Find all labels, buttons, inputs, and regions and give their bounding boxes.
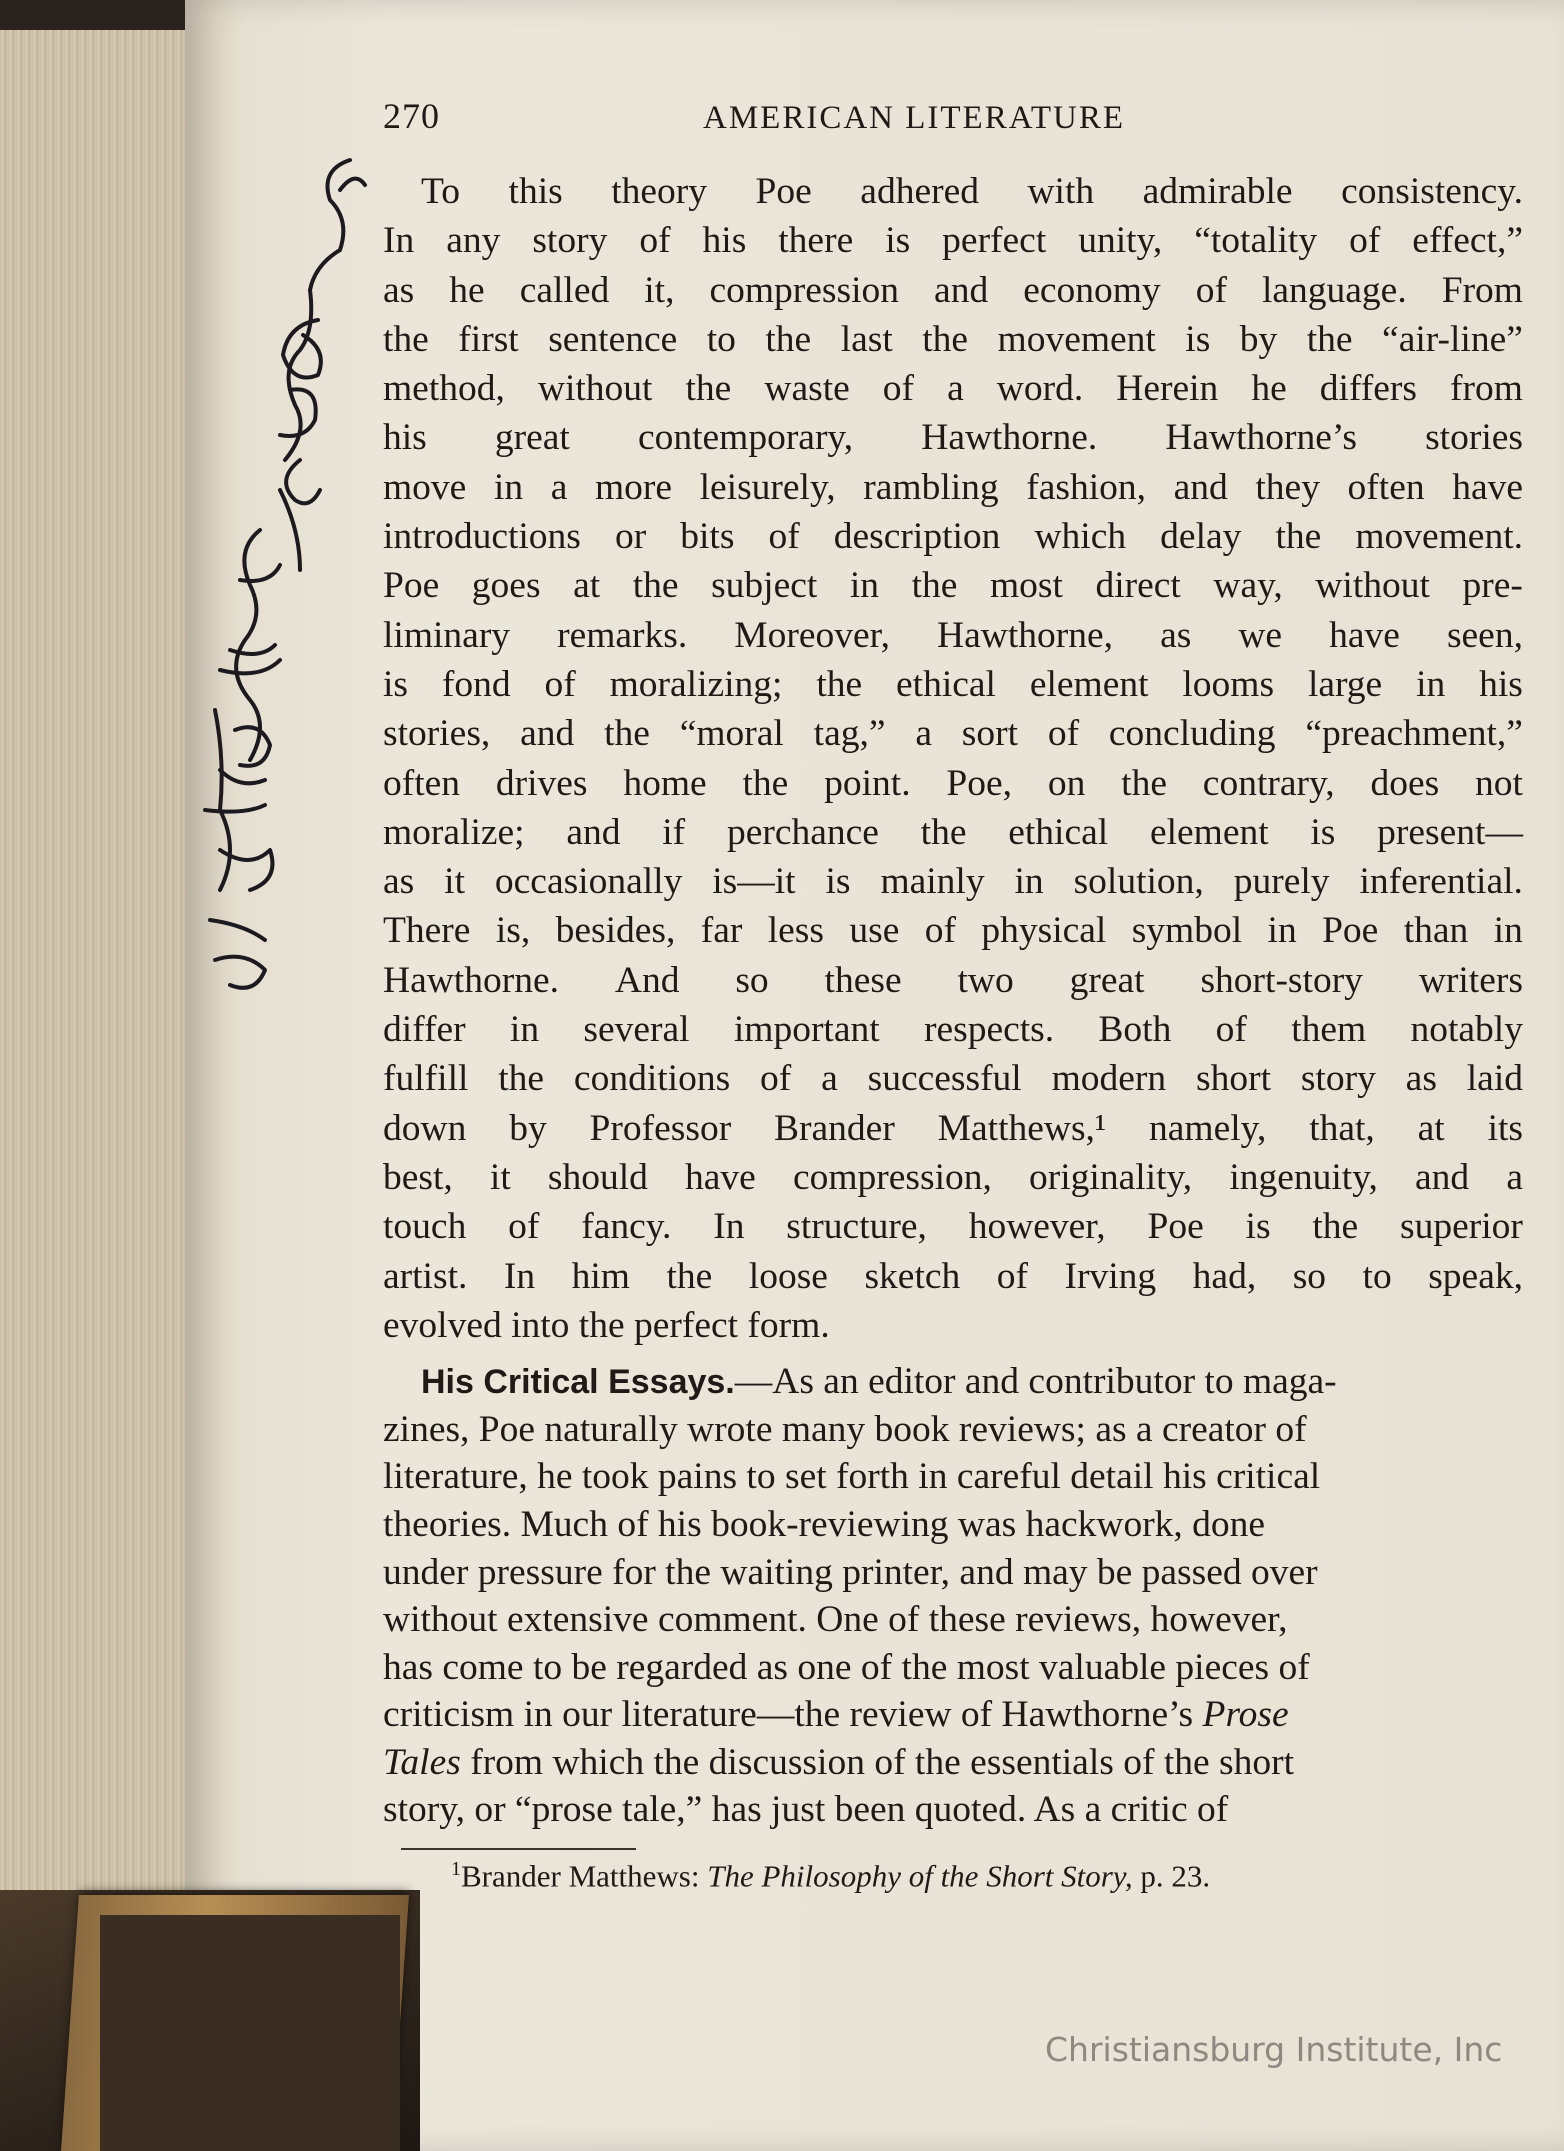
text-line xyxy=(383,315,1523,364)
word: a xyxy=(915,713,932,755)
word: is, xyxy=(495,910,531,952)
paragraph-poe-theory xyxy=(383,167,1523,1350)
italic-title: Tales xyxy=(383,1741,461,1783)
word: which xyxy=(1034,516,1127,558)
paragraph-critical-essays xyxy=(383,1358,1523,1834)
word: Poe xyxy=(755,171,812,212)
word: of xyxy=(882,368,915,410)
word: as xyxy=(383,861,415,903)
word: of xyxy=(639,220,671,262)
word: and xyxy=(1415,1156,1470,1198)
watermark: Christiansburg Institute, Inc xyxy=(1045,2030,1503,2069)
word: from xyxy=(1449,368,1523,410)
word: successful xyxy=(867,1058,1022,1100)
page-content xyxy=(383,95,1523,1894)
word: called xyxy=(519,269,610,311)
word: so xyxy=(1292,1255,1327,1297)
text-line xyxy=(383,413,1523,462)
word: respects. xyxy=(923,1009,1055,1051)
word: consistency. xyxy=(1341,171,1523,212)
word: in xyxy=(1267,910,1297,952)
word: down xyxy=(383,1107,467,1149)
word: fancy. xyxy=(581,1206,672,1248)
word: the xyxy=(685,368,732,410)
word: his xyxy=(1479,663,1523,705)
word: if xyxy=(662,811,686,853)
word: From xyxy=(1441,269,1523,311)
word: tag,” xyxy=(813,713,886,755)
word: we xyxy=(1238,614,1283,656)
word: symbol xyxy=(1131,910,1243,952)
word: and xyxy=(934,269,989,311)
text-line xyxy=(383,1691,1523,1739)
word: there xyxy=(778,220,854,262)
word: of xyxy=(996,1255,1029,1297)
word: “preachment,” xyxy=(1305,713,1523,755)
word: sort xyxy=(961,713,1019,755)
word: originality, xyxy=(1029,1156,1193,1198)
page-number: 270 xyxy=(383,96,440,136)
word: the xyxy=(765,318,812,360)
word: its xyxy=(1487,1107,1523,1149)
word: the xyxy=(816,663,863,705)
word: solution, xyxy=(1073,861,1204,903)
word: have xyxy=(1329,614,1400,656)
word: occasionally xyxy=(494,861,683,903)
word: often xyxy=(1347,466,1425,508)
text-line xyxy=(383,463,1523,512)
footnote-author: Brander Matthews: xyxy=(461,1858,708,1894)
word: the xyxy=(920,811,967,853)
word: to xyxy=(1362,1255,1392,1297)
word: modern xyxy=(1051,1058,1167,1100)
word: without xyxy=(1315,565,1430,607)
text-line: under pressure for the waiting printer, and may be passed over xyxy=(383,1551,1318,1593)
text-line xyxy=(383,1739,1523,1787)
word: is xyxy=(885,220,911,262)
word: word. xyxy=(996,368,1084,410)
word: goes xyxy=(471,565,541,607)
book-cover-inner xyxy=(100,1915,400,2151)
word: Herein xyxy=(1116,368,1219,410)
word: more xyxy=(594,466,672,508)
word: language. xyxy=(1261,269,1407,311)
word: so xyxy=(735,959,769,1001)
word: this xyxy=(508,171,563,212)
word: concluding xyxy=(1108,713,1276,755)
word: Moreover, xyxy=(734,614,891,656)
word: In xyxy=(503,1255,536,1297)
word: And xyxy=(614,959,680,1001)
text-span: from which the discussion of the essentials of the short xyxy=(470,1741,1295,1783)
word: artist. xyxy=(383,1255,468,1297)
text-line: without extensive comment. One of these reviews, however, xyxy=(383,1599,1288,1641)
word: a xyxy=(821,1058,838,1100)
word: structure, xyxy=(786,1206,927,1248)
header-title: AMERICAN LITERATURE xyxy=(703,100,1126,136)
text-line: evolved into the perfect form. xyxy=(383,1304,830,1346)
word: most xyxy=(989,565,1063,607)
word: a xyxy=(947,368,964,410)
word: compression xyxy=(709,269,900,311)
word: “air-line” xyxy=(1382,318,1523,360)
text-line xyxy=(383,1153,1523,1202)
word: Professor xyxy=(589,1107,732,1149)
word: is xyxy=(825,861,851,903)
word: Poe, xyxy=(946,762,1013,804)
word: Poe xyxy=(1322,910,1379,952)
word: ethical xyxy=(1008,811,1109,853)
word: several xyxy=(583,1009,690,1051)
text-line xyxy=(383,561,1523,610)
word: element xyxy=(1149,811,1269,853)
word: should xyxy=(547,1156,648,1198)
running-head xyxy=(383,95,1523,145)
word: drives xyxy=(495,762,588,804)
word: Hawthorne, xyxy=(937,614,1114,656)
word: way, xyxy=(1213,565,1283,607)
word: and xyxy=(1173,466,1228,508)
word: Hawthorne. xyxy=(383,959,559,1001)
word: as xyxy=(1160,614,1192,656)
word: perfect xyxy=(942,220,1047,262)
text-line xyxy=(383,1202,1523,1251)
word: often xyxy=(383,762,461,804)
word: In xyxy=(713,1206,745,1248)
word: differ xyxy=(383,1009,466,1051)
footnote-rule xyxy=(401,1848,636,1850)
word: without xyxy=(537,368,653,410)
word: mainly xyxy=(880,861,985,903)
word: movement xyxy=(997,318,1156,360)
word: seen, xyxy=(1446,614,1523,656)
word: in xyxy=(849,565,880,607)
word: first xyxy=(458,318,519,360)
word: does xyxy=(1370,762,1440,804)
word: short-story xyxy=(1200,959,1363,1001)
word: use xyxy=(849,910,900,952)
word: sketch xyxy=(864,1255,961,1297)
text-line xyxy=(383,906,1523,955)
word: is xyxy=(1245,1206,1271,1248)
word: the xyxy=(922,318,969,360)
word: rambling xyxy=(863,466,999,508)
word: him xyxy=(571,1255,630,1297)
word: it xyxy=(444,861,465,903)
word: fulfill xyxy=(383,1058,469,1100)
word: of xyxy=(760,1058,792,1100)
text-line: story, or “prose tale,” has just been quoted. As a critic of xyxy=(383,1789,1229,1831)
word: his xyxy=(702,220,747,262)
word: last xyxy=(840,318,893,360)
word: “totality xyxy=(1194,220,1318,262)
word: the xyxy=(1275,516,1322,558)
word: sentence xyxy=(548,318,678,360)
word: far xyxy=(700,910,743,952)
word: with xyxy=(1027,171,1095,212)
word: is xyxy=(383,663,409,705)
word: great xyxy=(494,417,570,459)
word: contemporary, xyxy=(637,417,854,459)
footnote-marker: 1 xyxy=(451,1858,461,1881)
word: differs xyxy=(1319,368,1417,410)
word: purely xyxy=(1233,861,1330,903)
word: great xyxy=(1069,959,1145,1001)
word: the xyxy=(1121,762,1167,804)
word: the xyxy=(1312,1206,1359,1248)
text-span: —As an editor and contributor to maga- xyxy=(734,1361,1337,1403)
word: in xyxy=(1014,861,1044,903)
word: looms xyxy=(1182,663,1275,705)
word: Brander xyxy=(774,1107,895,1149)
word: effect,” xyxy=(1412,220,1523,262)
word: speak, xyxy=(1428,1255,1523,1297)
word: the xyxy=(666,1255,713,1297)
word: waste xyxy=(764,368,850,410)
word: theory xyxy=(611,171,708,212)
footnote-page: p. 23. xyxy=(1132,1858,1211,1894)
word: less xyxy=(767,910,824,952)
word: besides, xyxy=(555,910,676,952)
word: a xyxy=(1506,1156,1523,1198)
word: the xyxy=(383,318,429,360)
word: of xyxy=(1047,713,1080,755)
word: writers xyxy=(1418,959,1523,1001)
word: these xyxy=(824,959,902,1001)
word: any xyxy=(446,220,501,262)
text-line xyxy=(383,266,1523,315)
footnote xyxy=(451,1858,1523,1894)
word: important xyxy=(733,1009,880,1051)
word: move xyxy=(383,466,467,508)
footnote-title: The Philosophy of the Short Story, xyxy=(707,1858,1133,1894)
word: and xyxy=(520,713,575,755)
text-line xyxy=(383,512,1523,561)
word: namely, xyxy=(1149,1107,1267,1149)
italic-title: Prose xyxy=(1202,1694,1289,1736)
word: by xyxy=(509,1107,547,1149)
word: remarks. xyxy=(557,614,688,656)
text-line xyxy=(383,759,1523,808)
text-line xyxy=(383,1252,1523,1301)
book-page-edges xyxy=(0,30,197,1930)
word: them xyxy=(1291,1009,1367,1051)
word: of xyxy=(1349,220,1381,262)
word: he xyxy=(1251,368,1287,410)
word: perchance xyxy=(726,811,879,853)
word: Poe xyxy=(383,565,440,607)
word: the xyxy=(498,1058,545,1100)
word: two xyxy=(957,959,1014,1001)
word: large xyxy=(1307,663,1383,705)
word: stories, xyxy=(383,713,491,755)
text-line: zines, Poe naturally wrote many book reviews; as a creator of xyxy=(383,1408,1307,1450)
word: not xyxy=(1475,762,1523,804)
word: Hawthorne’s xyxy=(1165,417,1357,459)
word: in xyxy=(493,466,524,508)
word: present— xyxy=(1377,811,1523,853)
word: Matthews,¹ xyxy=(937,1107,1107,1149)
text-line xyxy=(383,216,1523,265)
word: the xyxy=(604,713,650,755)
word: To xyxy=(421,171,461,212)
word: the xyxy=(911,565,958,607)
text-line xyxy=(383,660,1523,709)
word: than xyxy=(1403,910,1469,952)
word: is xyxy=(1310,811,1336,853)
word: In xyxy=(383,220,415,262)
word: fond xyxy=(441,663,511,705)
word: contrary, xyxy=(1202,762,1335,804)
word: point. xyxy=(824,762,911,804)
word: it xyxy=(489,1156,511,1198)
word: liminary xyxy=(383,614,511,656)
text-line xyxy=(383,857,1523,906)
word: the xyxy=(1306,318,1353,360)
word: they xyxy=(1255,466,1320,508)
word: admirable xyxy=(1142,171,1293,212)
word: compression, xyxy=(792,1156,992,1198)
text-line xyxy=(383,1358,1523,1406)
word: ingenuity, xyxy=(1229,1156,1378,1198)
word: economy xyxy=(1023,269,1161,311)
word: of xyxy=(1195,269,1227,311)
word: story xyxy=(1300,1058,1376,1100)
word: conditions xyxy=(573,1058,731,1100)
word: element xyxy=(1029,663,1149,705)
word: at xyxy=(573,565,601,607)
word: stories xyxy=(1425,417,1523,459)
word: to xyxy=(706,318,736,360)
word: by xyxy=(1239,318,1278,360)
word: moralize; xyxy=(383,811,525,853)
word: as xyxy=(383,269,415,311)
word: laid xyxy=(1466,1058,1523,1100)
word: have xyxy=(1452,466,1523,508)
word: story xyxy=(532,220,608,262)
text-line: has come to be regarded as one of the most valuable pieces of xyxy=(383,1646,1310,1688)
word: and xyxy=(566,811,621,853)
text-line xyxy=(383,808,1523,857)
text-line xyxy=(383,167,1523,216)
text-line xyxy=(383,1054,1523,1103)
word: There xyxy=(383,910,471,952)
word: at xyxy=(1417,1107,1445,1149)
word: a xyxy=(550,466,568,508)
text-line: literature, he took pains to set forth in careful detail his critical xyxy=(383,1456,1321,1498)
handwritten-margin-note xyxy=(200,130,370,1050)
handwriting-icon xyxy=(200,130,370,1050)
word: inferential. xyxy=(1359,861,1523,903)
word: movement. xyxy=(1355,516,1523,558)
word: is—it xyxy=(712,861,796,903)
word: physical xyxy=(981,910,1107,952)
text-line xyxy=(383,709,1523,758)
word: Poe xyxy=(1147,1206,1204,1248)
word: or xyxy=(614,516,647,558)
word: in xyxy=(509,1009,540,1051)
word: “moral xyxy=(679,713,784,755)
word: loose xyxy=(748,1255,828,1297)
word: the xyxy=(632,565,679,607)
word: of xyxy=(768,516,800,558)
word: introductions xyxy=(383,516,581,558)
word: delay xyxy=(1160,516,1242,558)
word: leisurely, xyxy=(699,466,836,508)
word: however, xyxy=(968,1206,1106,1248)
word: that, xyxy=(1309,1107,1375,1149)
word: pre- xyxy=(1462,565,1523,607)
word: in xyxy=(1416,663,1446,705)
word: have xyxy=(685,1156,756,1198)
text-span: criticism in our literature—the review of Hawthorne’s xyxy=(383,1694,1194,1736)
word: he xyxy=(449,269,485,311)
word: adhered xyxy=(860,171,979,212)
word: home xyxy=(623,762,707,804)
word: bits xyxy=(680,516,735,558)
word: direct xyxy=(1095,565,1181,607)
text-line xyxy=(383,364,1523,413)
word: unity, xyxy=(1078,220,1163,262)
word: of xyxy=(544,663,576,705)
word: superior xyxy=(1400,1206,1523,1248)
word: is xyxy=(1185,318,1211,360)
word: of xyxy=(924,910,956,952)
text-line xyxy=(383,611,1523,660)
word: Both xyxy=(1098,1009,1172,1051)
word: in xyxy=(1493,910,1523,952)
word: Hawthorne. xyxy=(921,417,1098,459)
word: subject xyxy=(711,565,818,607)
word: of xyxy=(1215,1009,1247,1051)
word: it, xyxy=(644,269,675,311)
word: short xyxy=(1195,1058,1271,1100)
word: fashion, xyxy=(1026,466,1147,508)
word: notably xyxy=(1410,1009,1523,1051)
word: his xyxy=(383,417,427,459)
word: had, xyxy=(1192,1255,1257,1297)
text-line xyxy=(383,1104,1523,1153)
word: the xyxy=(742,762,789,804)
word: Irving xyxy=(1064,1255,1157,1297)
word: moralizing; xyxy=(609,663,783,705)
text-line: theories. Much of his book-reviewing was hackwork, done xyxy=(383,1503,1266,1545)
word: method, xyxy=(383,368,505,410)
word: best, xyxy=(383,1156,453,1198)
word: ethical xyxy=(896,663,996,705)
text-line xyxy=(383,1005,1523,1054)
word: description xyxy=(833,516,1001,558)
word: on xyxy=(1047,762,1086,804)
word: of xyxy=(508,1206,540,1248)
text-line xyxy=(383,956,1523,1005)
section-heading: His Critical Essays. xyxy=(421,1363,735,1402)
word: touch xyxy=(383,1206,467,1248)
word: as xyxy=(1405,1058,1437,1100)
